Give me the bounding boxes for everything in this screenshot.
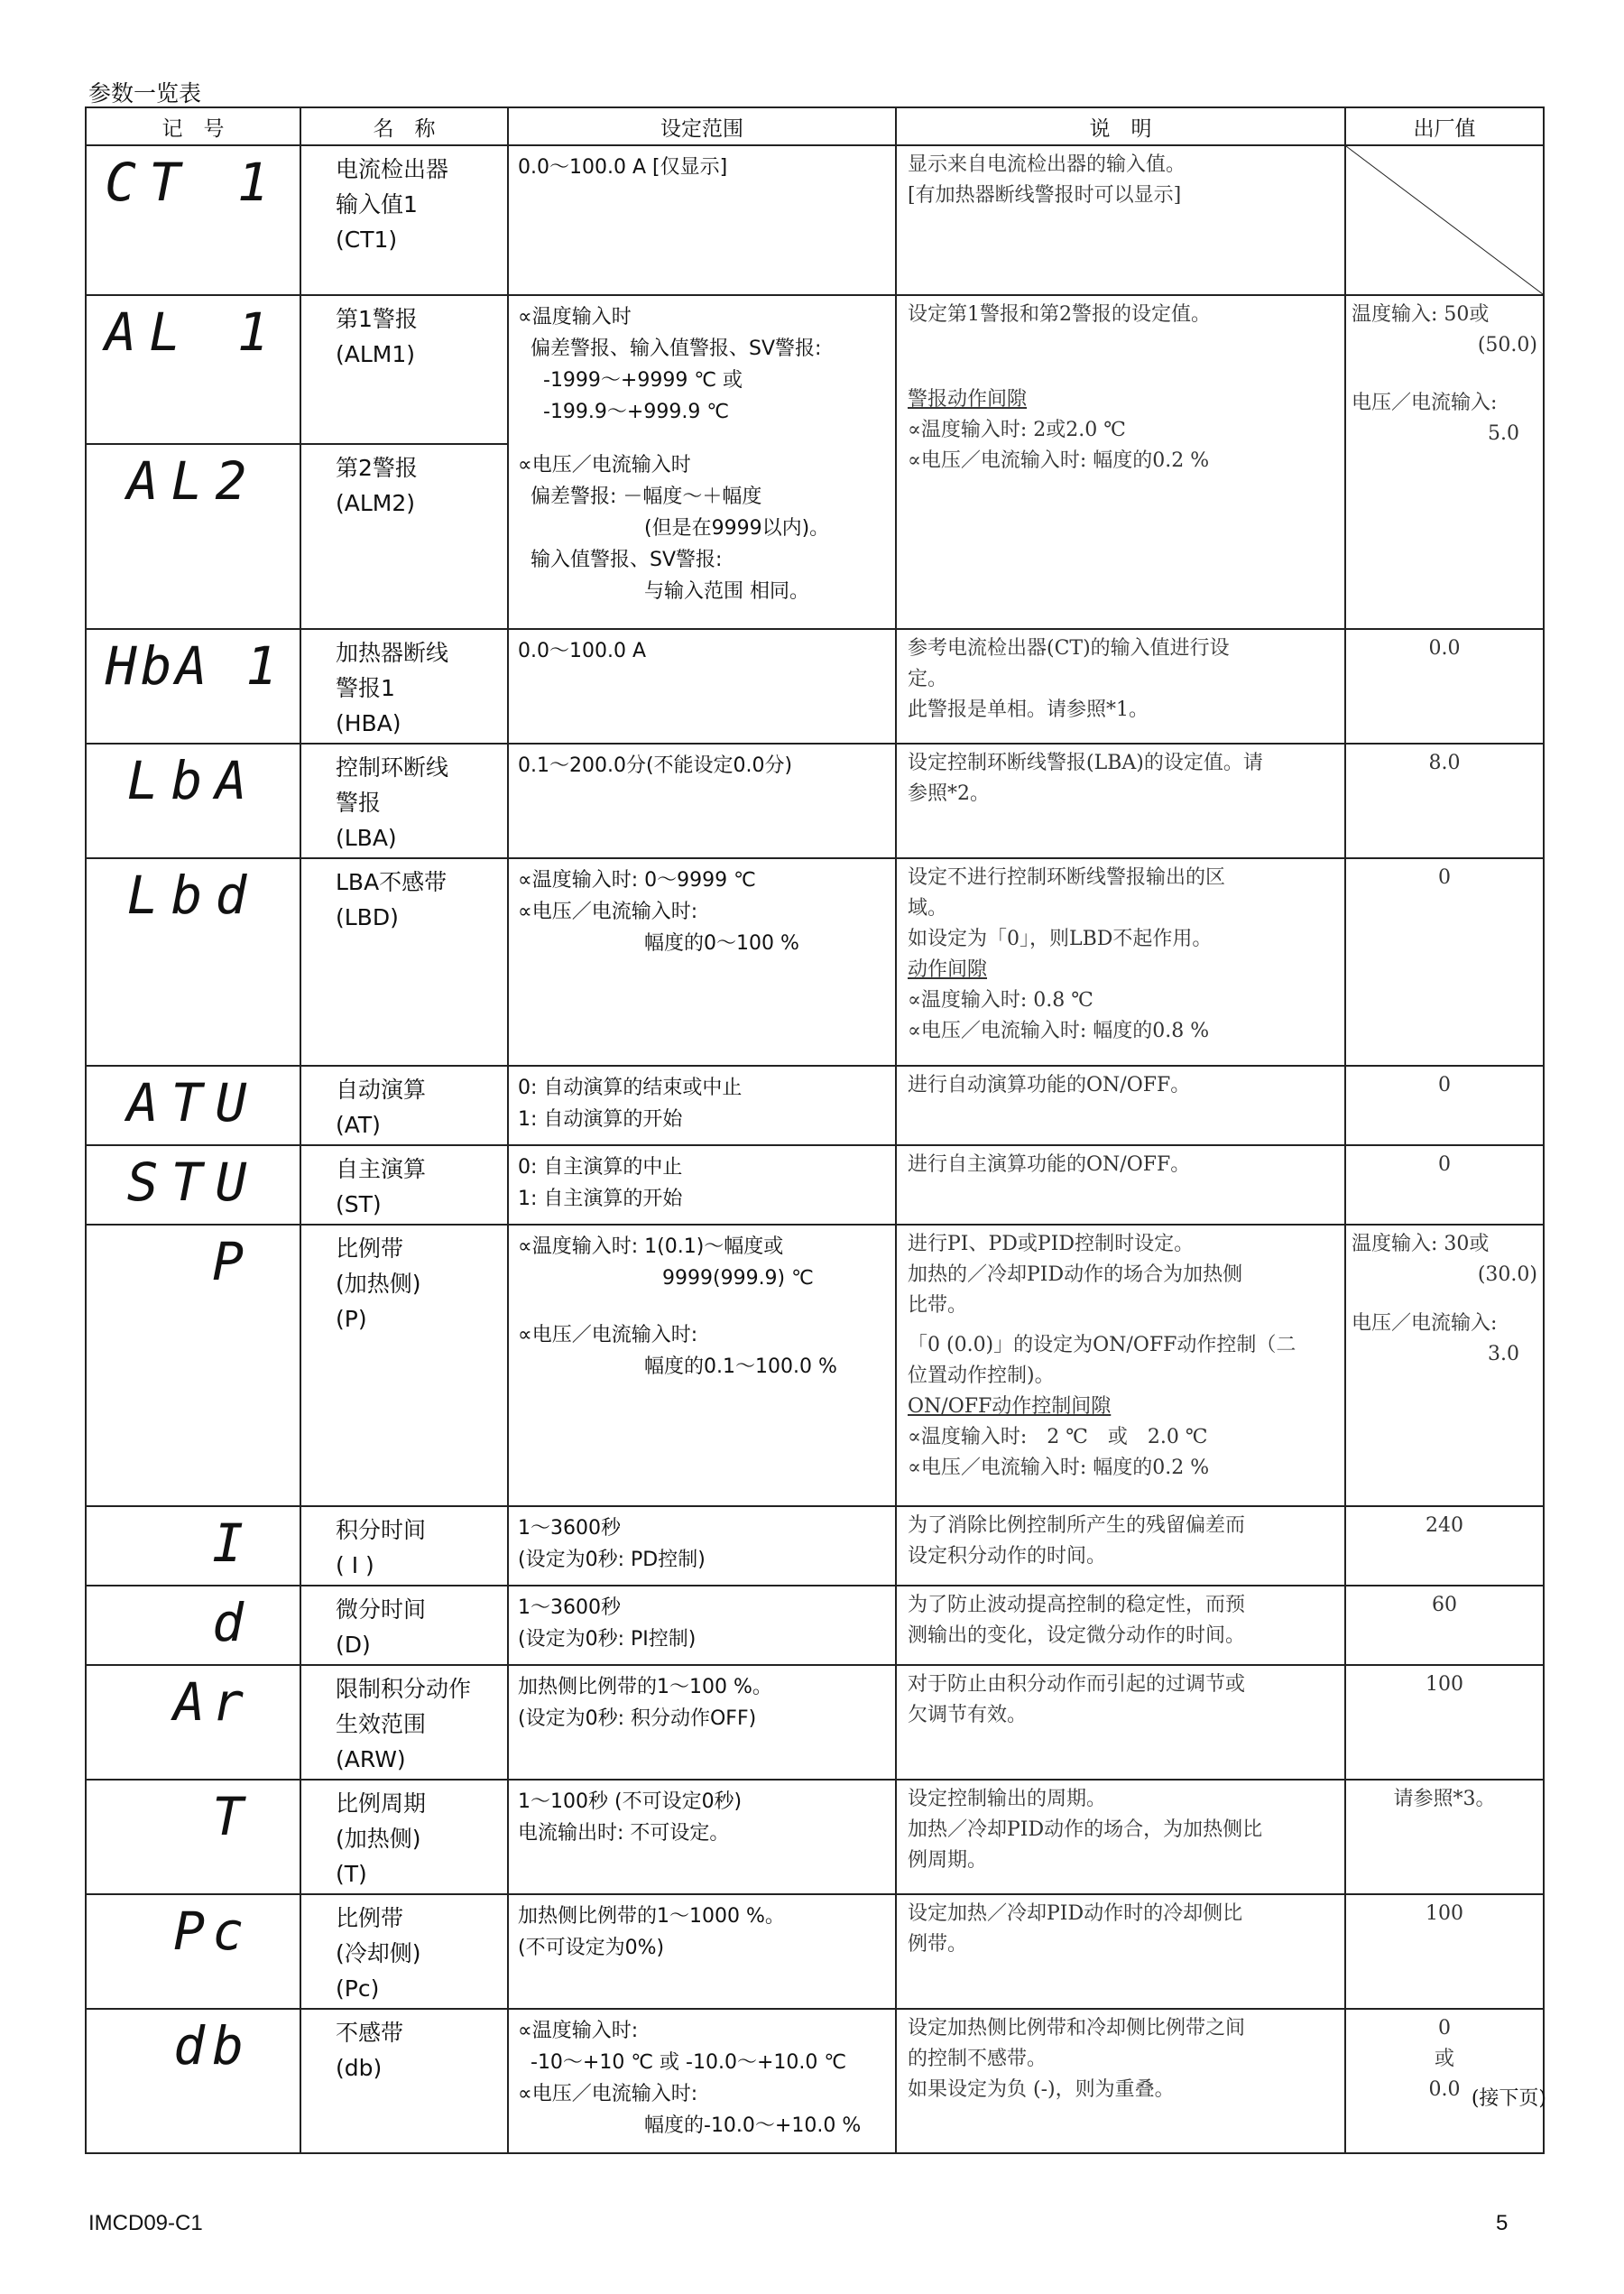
table-header-row (86, 107, 1544, 145)
range-cell (508, 1586, 896, 1665)
description-cell (896, 145, 1345, 295)
name-line: (ST) (336, 1191, 382, 1217)
desc-line: ∝温度输入时: 0.8 ℃ (908, 989, 1093, 1012)
desc-line: 域。 (908, 897, 948, 920)
range-cell (508, 1506, 896, 1586)
table-row (86, 1145, 1544, 1225)
description-cell (896, 858, 1345, 1066)
desc-line: 设定积分动作的时间。 (908, 1545, 1107, 1568)
name-line: 加热器断线 (336, 640, 449, 666)
range-line: 1～3600秒 (518, 1517, 621, 1540)
range-line: 与输入范围 相同。 (644, 580, 809, 603)
code-cell (86, 444, 300, 629)
default-value: 0.0 (1428, 637, 1461, 660)
default-value: 60 (1432, 1594, 1457, 1616)
default-line: 0.0 (1428, 2078, 1461, 2101)
desc-line: 如果设定为负 (-)，则为重叠。 (908, 2078, 1175, 2101)
desc-line: 警报动作间隙 (908, 388, 1028, 411)
name-line: (CT1) (336, 227, 398, 253)
range-cell (508, 858, 896, 1066)
default-cell (1345, 1066, 1544, 1145)
name-line: (ARW) (336, 1746, 406, 1772)
range-line: -10～+10 ℃ 或 -10.0～+10.0 ℃ (531, 2051, 847, 2074)
name-line: (D) (336, 1632, 371, 1658)
default-line: 3.0 (1488, 1343, 1519, 1365)
description-cell (896, 1665, 1345, 1780)
description-cell (896, 1780, 1345, 1894)
desc-line: 欠调节有效。 (908, 1704, 1028, 1726)
name-line: (AT) (336, 1112, 381, 1138)
code-cell (86, 1066, 300, 1145)
desc-line: 为了防止波动提高控制的稳定性，而预 (908, 1594, 1246, 1616)
desc-line: 设定控制输出的周期。 (908, 1788, 1107, 1810)
default-line: (50.0) (1477, 334, 1537, 356)
default-line: 温度输入: 30或 (1352, 1233, 1490, 1255)
desc-line: ON/OFF动作控制间隙 (908, 1395, 1112, 1418)
default-spacer (1352, 361, 1537, 388)
desc-line: 参照*2。 (908, 782, 990, 805)
range-line: ∝温度输入时 (518, 306, 632, 328)
name-cell (300, 145, 508, 295)
range-line: 1～100秒 (不可设定0秒) (518, 1790, 743, 1813)
default-line: 或 (1434, 2048, 1454, 2070)
name-line: (db) (336, 2055, 383, 2081)
name-line: 控制环断线 (336, 754, 449, 781)
default-cell (1345, 1225, 1544, 1506)
continued-note: (接下页) (1471, 2087, 1546, 2110)
range-line: ∝温度输入时: (518, 2020, 639, 2042)
name-line: 输入值1 (336, 191, 418, 217)
name-cell (300, 1586, 508, 1665)
range-line: 幅度的0.1～100.0 % (644, 1355, 837, 1378)
document-id: IMCD09-C1 (88, 2211, 203, 2235)
code-cell (86, 1780, 300, 1894)
desc-line: 的控制不感带。 (908, 2048, 1047, 2070)
range-line: 0: 自主演算的中止 (518, 1156, 683, 1179)
name-cell (300, 1225, 508, 1506)
name-cell (300, 1145, 508, 1225)
table-row (86, 1066, 1544, 1145)
desc-line: 例带。 (908, 1933, 968, 1956)
desc-line: 进行自动演算功能的ON/OFF。 (908, 1074, 1191, 1096)
desc-line: 比带。 (908, 1294, 968, 1317)
code-cell (86, 858, 300, 1066)
range-cell (508, 1066, 896, 1145)
code-cell (86, 1586, 300, 1665)
segment-code: Pc (173, 1901, 251, 1962)
default-cell (1345, 1665, 1544, 1780)
name-cell (300, 1665, 508, 1780)
name-line: (冷却侧) (336, 1940, 421, 1966)
name-line: (LBA) (336, 825, 397, 851)
segment-code: I (212, 1512, 251, 1574)
range-line: 偏差警报: －幅度～＋幅度 (531, 486, 762, 508)
table-row (86, 2009, 1544, 2153)
code-cell (86, 1145, 300, 1225)
segment-code: AL2 (126, 450, 260, 512)
desc-line: 动作间隙 (908, 958, 988, 981)
range-cell (508, 1780, 896, 1894)
default-line: 电压／电流输入: (1352, 392, 1498, 414)
range-line: 输入值警报、SV警报: (531, 549, 723, 571)
default-value: 100 (1426, 1673, 1463, 1696)
default-line: 0 (1438, 2017, 1451, 2040)
name-line: (ALM2) (336, 490, 416, 516)
name-cell (300, 858, 508, 1066)
code-cell (86, 1225, 300, 1506)
desc-line: 定。 (908, 668, 948, 690)
segment-code: ATU (126, 1072, 260, 1133)
desc-line: 进行PI、PD或PID控制时设定。 (908, 1233, 1195, 1255)
range-cell (508, 744, 896, 858)
range-cell (508, 629, 896, 744)
range-line: 1: 自主演算的开始 (518, 1188, 683, 1210)
default-value: 240 (1426, 1514, 1463, 1537)
desc-line: ∝电压／电流输入时: 幅度的0.2 % (908, 449, 1210, 472)
range-line: ∝温度输入时: 1(0.1)～幅度或 (518, 1235, 784, 1258)
name-line: (ALM1) (336, 341, 416, 367)
default-cell (1345, 295, 1544, 629)
desc-spacer (908, 330, 1339, 357)
name-line: (LBD) (336, 904, 399, 930)
desc-line: 显示来自电流检出器的输入值。 (908, 153, 1186, 176)
segment-code: AL 1 (105, 301, 281, 363)
range-line: 加热侧比例带的1～100 %。 (518, 1676, 772, 1698)
page-title: 参数一览表 (88, 80, 202, 106)
code-cell (86, 145, 300, 295)
default-line: 温度输入: 50或 (1352, 303, 1490, 326)
default-cell (1345, 1780, 1544, 1894)
description-cell (896, 1145, 1345, 1225)
segment-code: Ar (173, 1671, 251, 1733)
default-cell (1345, 2009, 1544, 2153)
header-description: 说 明 (896, 107, 1345, 145)
name-line: 不感带 (336, 2020, 404, 2046)
default-value: 8.0 (1428, 752, 1461, 774)
range-line: ∝电压／电流输入时 (518, 454, 691, 476)
desc-line: 设定控制环断线警报(LBA)的设定值。请 (908, 752, 1263, 774)
name-cell (300, 2009, 508, 2153)
name-line: (加热侧) (336, 1826, 421, 1852)
default-cell (1345, 1506, 1544, 1586)
range-line: 0.0～100.0 A [仅显示] (518, 156, 728, 179)
name-line: 第1警报 (336, 306, 418, 332)
desc-line: 加热的／冷却PID动作的场合为加热侧 (908, 1263, 1243, 1286)
name-line: (Pc) (336, 1975, 380, 2002)
name-line: 自主演算 (336, 1156, 427, 1182)
range-line: 幅度的0～100 % (644, 932, 799, 955)
name-line: 比例带 (336, 1905, 404, 1931)
name-line: 微分时间 (336, 1596, 427, 1623)
name-line: 比例带 (336, 1235, 404, 1262)
desc-line: 此警报是单相。请参照*1。 (908, 698, 1149, 721)
range-line: 偏差警报、输入值警报、SV警报: (531, 338, 822, 360)
desc-line: 对于防止由积分动作而引起的过调节或 (908, 1673, 1246, 1696)
table-row (86, 629, 1544, 744)
range-line: ∝电压／电流输入时: (518, 1324, 698, 1346)
description-cell (896, 629, 1345, 744)
code-cell (86, 744, 300, 858)
name-cell (300, 1780, 508, 1894)
range-line: 9999(999.9) ℃ (662, 1267, 814, 1290)
segment-code: d (212, 1592, 251, 1653)
default-line: 5.0 (1488, 422, 1519, 445)
default-cell (1345, 1586, 1544, 1665)
code-cell (86, 1894, 300, 2009)
range-line: 幅度的-10.0～+10.0 % (644, 2114, 862, 2137)
desc-line: 参考电流检出器(CT)的输入值进行设 (908, 637, 1230, 660)
segment-code: HbA 1 (105, 635, 281, 697)
range-line: 0.1～200.0分(不能设定0.0分) (518, 754, 793, 777)
name-line: (HBA) (336, 710, 401, 736)
range-line: -1999～+9999 ℃ 或 (543, 369, 743, 392)
desc-line: 为了消除比例控制所产生的残留偏差而 (908, 1514, 1246, 1537)
range-line: (不可设定为0%) (518, 1937, 665, 1959)
description-cell (896, 1586, 1345, 1665)
table-row (86, 1506, 1544, 1586)
desc-line: 进行自主演算功能的ON/OFF。 (908, 1153, 1191, 1176)
desc-line: [有加热器断线警报时可以显示] (908, 184, 1182, 207)
name-cell (300, 629, 508, 744)
desc-line: ∝温度输入时: 2 ℃ 或 2.0 ℃ (908, 1426, 1208, 1448)
default-line: (30.0) (1477, 1263, 1537, 1286)
name-line: LBA不感带 (336, 869, 448, 895)
default-value: 0 (1438, 866, 1451, 889)
name-line: 警报1 (336, 675, 395, 701)
page-number: 5 (1496, 2211, 1509, 2235)
default-value: 0 (1438, 1074, 1451, 1096)
desc-line: ∝电压／电流输入时: 幅度的0.2 % (908, 1457, 1210, 1479)
name-cell (300, 1066, 508, 1145)
table-row (86, 145, 1544, 295)
range-cell (508, 1225, 896, 1506)
name-line: 生效范围 (336, 1711, 427, 1737)
desc-line: 设定加热侧比例带和冷却侧比例带之间 (908, 2017, 1246, 2040)
desc-line: 设定不进行控制环断线警报输出的区 (908, 866, 1226, 889)
segment-code: CT 1 (105, 152, 281, 213)
table-row (86, 858, 1544, 1066)
code-cell (86, 629, 300, 744)
table-row (86, 1665, 1544, 1780)
desc-spacer (908, 357, 1339, 384)
default-cell (1345, 629, 1544, 744)
default-cell (1345, 1894, 1544, 2009)
desc-line: 加热／冷却PID动作的场合，为加热侧比 (908, 1818, 1263, 1841)
name-line: (T) (336, 1861, 367, 1887)
desc-line: 如设定为「0」，则LBD不起作用。 (908, 928, 1213, 950)
range-line: 0: 自动演算的结束或中止 (518, 1077, 743, 1099)
default-value: 0 (1438, 1153, 1451, 1176)
range-line: (设定为0秒: 积分动作OFF) (518, 1707, 757, 1730)
table-row (86, 1894, 1544, 2009)
range-line: 0.0～100.0 A (518, 640, 647, 662)
range-cell (508, 1894, 896, 2009)
range-line: ∝温度输入时: 0～9999 ℃ (518, 869, 756, 892)
table-row (86, 1586, 1544, 1665)
desc-line: 例周期。 (908, 1849, 988, 1872)
segment-code: LbA (126, 750, 260, 811)
default-value: 请参照*3。 (1393, 1788, 1496, 1810)
desc-line: ∝电压／电流输入时: 幅度的0.8 % (908, 1020, 1210, 1042)
description-cell (896, 2009, 1345, 2153)
name-line: 电流检出器 (336, 156, 449, 182)
code-cell (86, 295, 300, 444)
code-cell (86, 1506, 300, 1586)
default-cell (1345, 744, 1544, 858)
code-cell (86, 2009, 300, 2153)
range-line: (设定为0秒: PD控制) (518, 1549, 706, 1571)
diagonal-slash (1346, 146, 1543, 294)
segment-code: STU (126, 1152, 260, 1213)
description-cell (896, 295, 1345, 629)
range-cell (508, 1665, 896, 1780)
default-cell (1345, 858, 1544, 1066)
range-line: 加热侧比例带的1～1000 %。 (518, 1905, 785, 1928)
desc-line: 「0 (0.0)」的设定为ON/OFF动作控制（二 (908, 1334, 1296, 1356)
default-line: 电压／电流输入: (1352, 1312, 1498, 1335)
desc-line: 设定加热／冷却PID动作时的冷却侧比 (908, 1902, 1243, 1925)
name-line: 比例周期 (336, 1790, 427, 1817)
desc-line: 测输出的变化，设定微分动作的时间。 (908, 1624, 1246, 1647)
name-cell (300, 744, 508, 858)
header-name: 名 称 (300, 107, 508, 145)
table-row (86, 295, 1544, 444)
description-cell (896, 1506, 1345, 1586)
description-cell (896, 1066, 1345, 1145)
range-line: 1: 自动演算的开始 (518, 1108, 683, 1131)
range-line: ∝电压／电流输入时: (518, 901, 698, 923)
default-cell (1345, 1145, 1544, 1225)
header-range: 设定范围 (508, 107, 896, 145)
range-line: (设定为0秒: PI控制) (518, 1628, 697, 1651)
range-line: ∝电压／电流输入时: (518, 2083, 698, 2105)
desc-line: ∝温度输入时: 2或2.0 ℃ (908, 419, 1126, 441)
default-cell-empty (1345, 145, 1544, 295)
name-cell (300, 1506, 508, 1586)
segment-code: P (212, 1231, 251, 1292)
range-cell (508, 295, 896, 629)
name-line: 限制积分动作 (336, 1676, 472, 1702)
range-line: 1～3600秒 (518, 1596, 621, 1619)
name-line: 积分时间 (336, 1517, 427, 1543)
range-line: -199.9～+999.9 ℃ (543, 401, 730, 423)
name-line: ( I ) (336, 1552, 374, 1578)
description-cell (896, 1225, 1345, 1506)
description-cell (896, 744, 1345, 858)
name-cell (300, 1894, 508, 2009)
description-cell (896, 1894, 1345, 2009)
range-line: (但是在9999以内)。 (644, 517, 830, 540)
header-code: 记 号 (86, 107, 300, 145)
table-row (86, 744, 1544, 858)
range-cell (508, 1145, 896, 1225)
table-row (86, 1780, 1544, 1894)
parameter-table (85, 106, 1545, 2154)
name-line: 第2警报 (336, 455, 418, 481)
segment-code: db (173, 2015, 251, 2077)
name-line: (加热侧) (336, 1271, 421, 1297)
segment-code: T (212, 1786, 251, 1847)
table-row (86, 1225, 1544, 1506)
desc-line: 位置动作控制)。 (908, 1364, 1055, 1387)
range-line: 电流输出时: 不可设定。 (518, 1822, 730, 1845)
code-cell (86, 1665, 300, 1780)
name-cell (300, 295, 508, 444)
range-cell (508, 145, 896, 295)
name-cell (300, 444, 508, 629)
name-line: (P) (336, 1306, 367, 1332)
default-value: 100 (1426, 1902, 1463, 1925)
name-line: 警报 (336, 790, 382, 816)
range-cell (508, 2009, 896, 2153)
name-line: 自动演算 (336, 1077, 427, 1103)
segment-code: Lbd (126, 865, 260, 926)
header-default: 出厂值 (1345, 107, 1544, 145)
desc-line: 设定第1警报和第2警报的设定值。 (908, 303, 1211, 326)
